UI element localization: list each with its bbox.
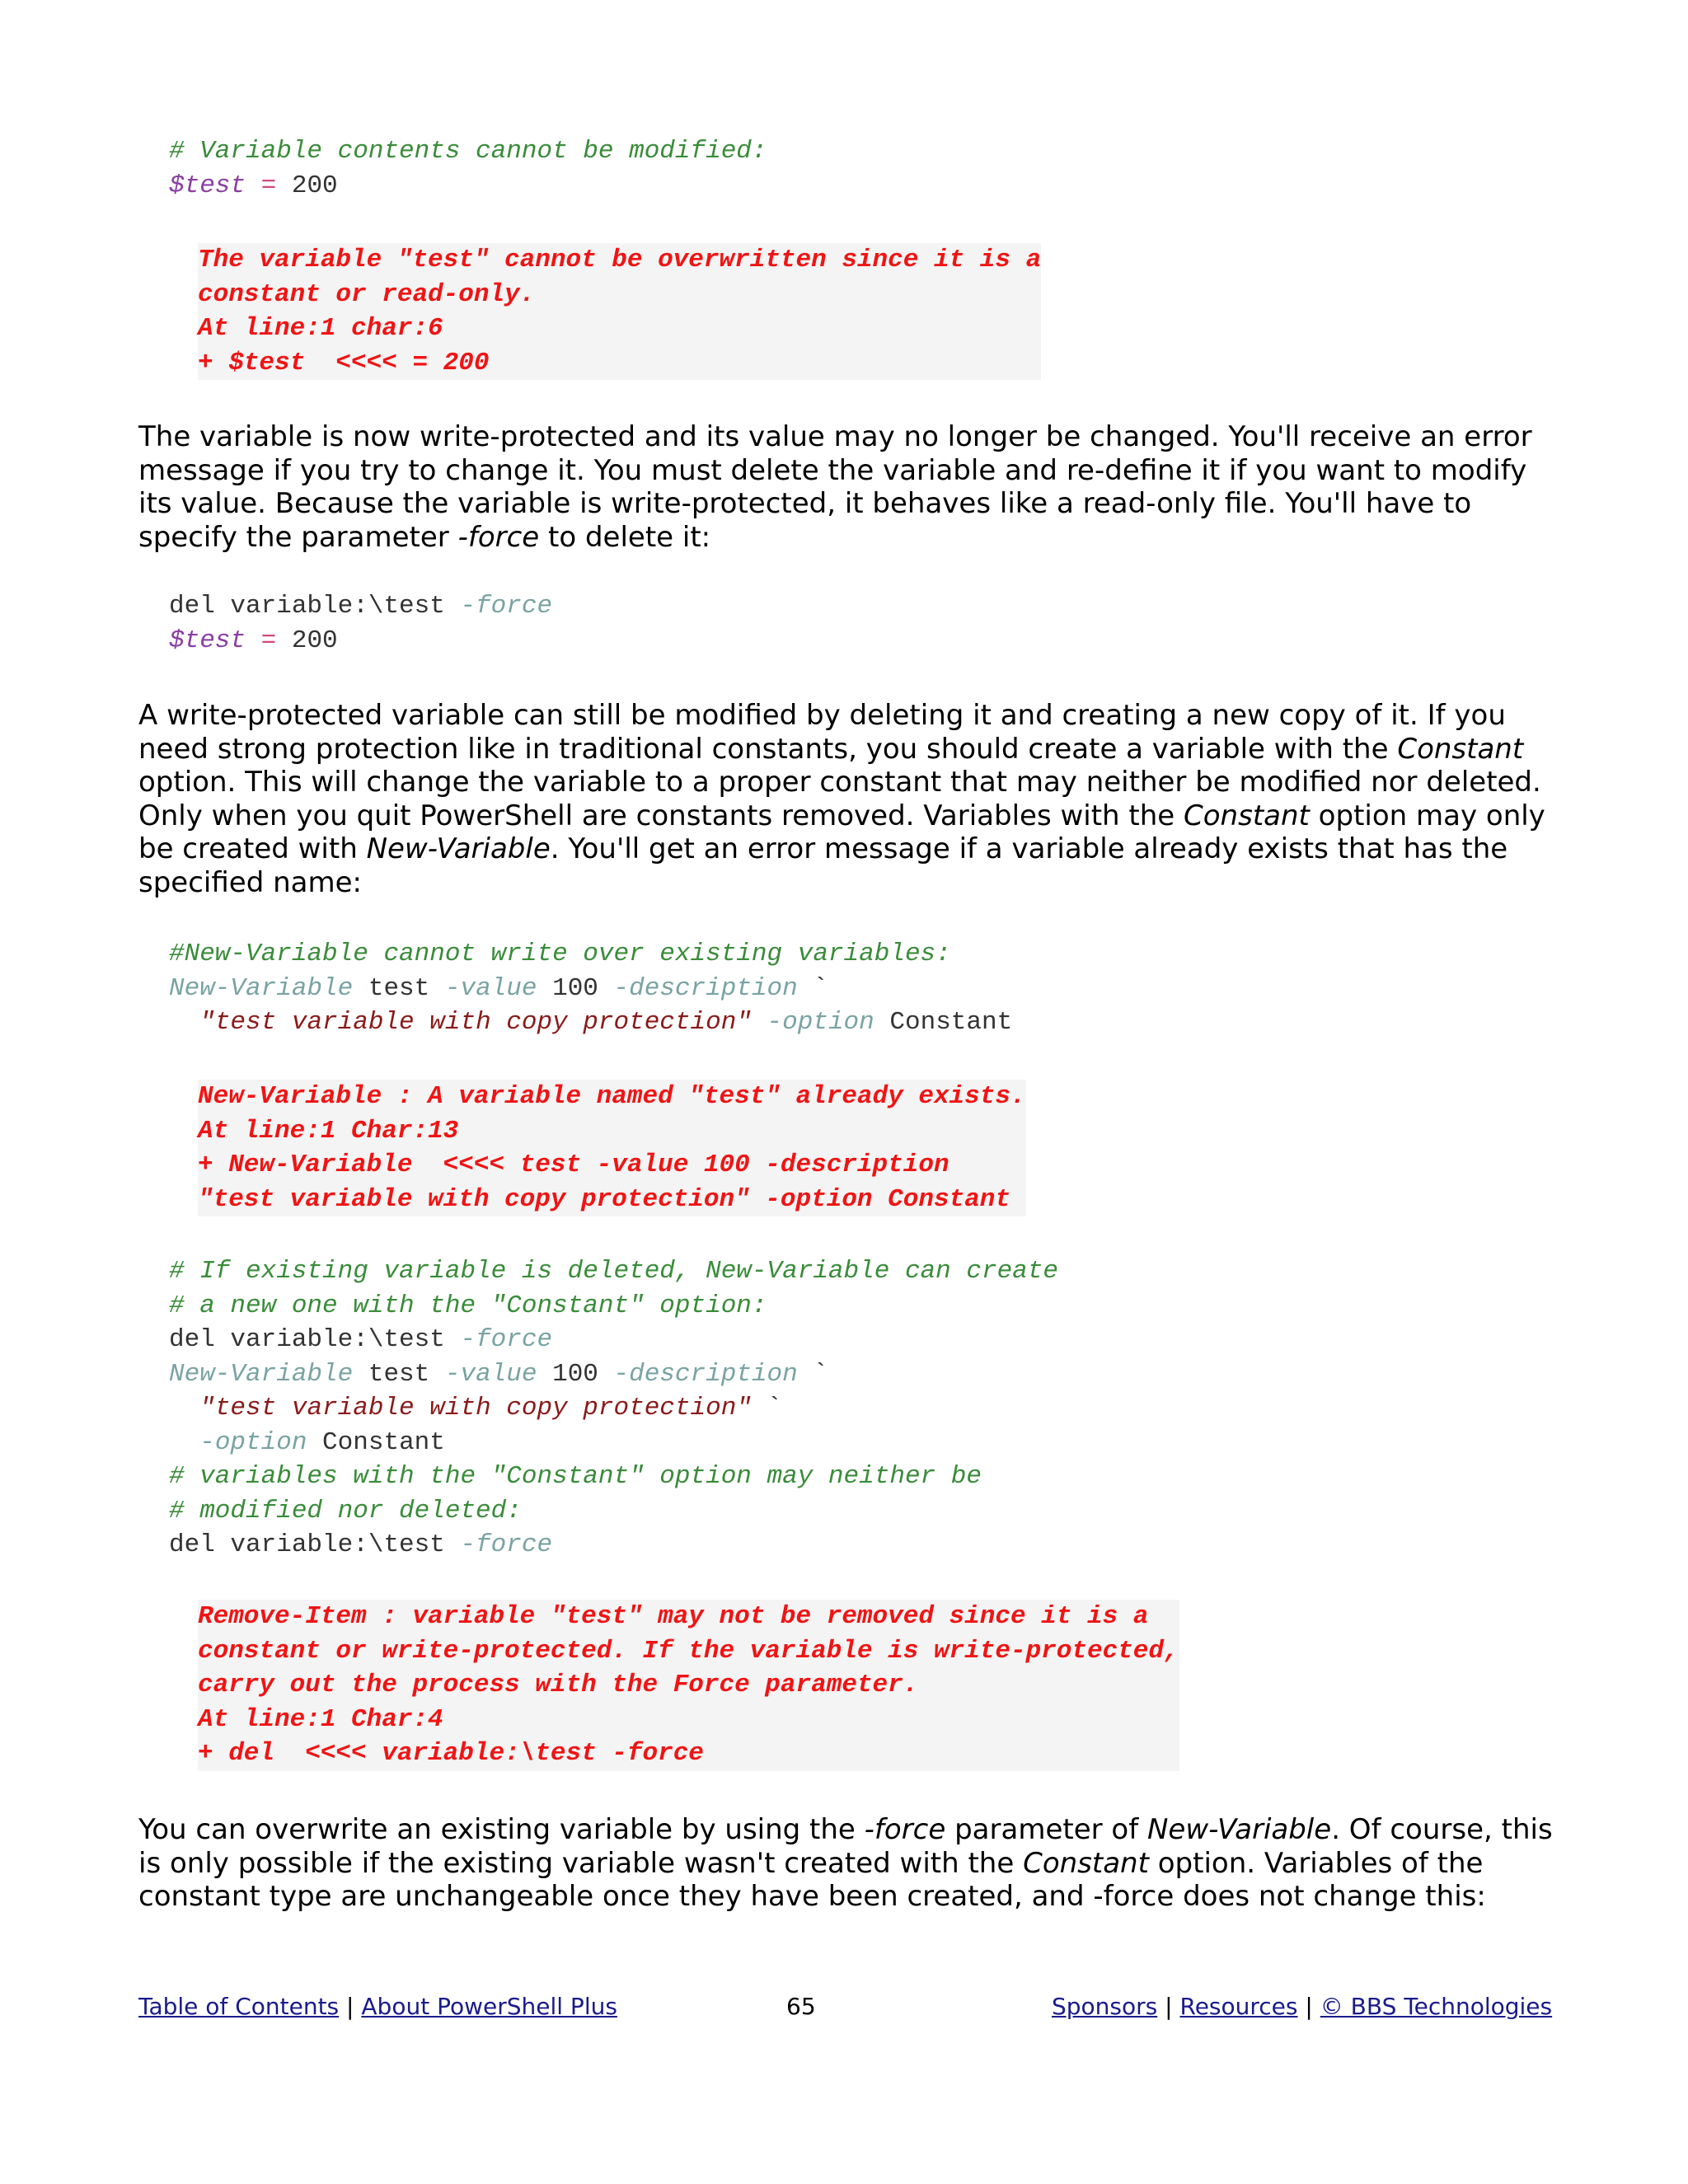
code-number: 100 [537,1359,614,1389]
page-number: 65 [786,1993,816,2020]
code-indent [169,1394,199,1422]
footer-right [1052,1993,1552,2020]
code-cmdlet: New-Variable [169,1359,354,1389]
code-parameter: -option [767,1008,874,1037]
paragraph-text: option. Variables of the constant type are unchangeable once they have been created, and -force does not change this: [138,1846,1486,1913]
paragraph-3 [138,1813,1556,1914]
paragraph-1 [138,420,1556,554]
error-line: "test variable with copy protection" -option Constant [198,1184,1010,1214]
code-comment: # Variable contents cannot be modified: [169,137,767,166]
error-output-3 [198,1600,1179,1771]
code-parameter: -force [460,1325,553,1354]
error-line: At line:1 char:6 [198,314,443,343]
code-block-4 [169,1254,1058,1563]
code-variable: $test [169,626,246,655]
code-line-continuation: ` [797,1359,828,1389]
code-cmdlet: New-Variable [169,973,354,1003]
code-parameter: -value [444,1359,537,1389]
paragraph-emphasis: -force [457,520,540,554]
code-comment: # modified nor deleted: [169,1496,522,1526]
paragraph-text: parameter of [945,1813,1147,1846]
error-line: + $test <<<< = 200 [198,348,490,377]
code-indent [169,1008,199,1037]
code-command: del variable:\test [169,592,461,621]
footer-left [138,1993,617,2020]
code-operator: = [260,626,277,655]
code-string: "test variable with copy protection" [199,1008,752,1037]
table-of-contents-link[interactable]: Table of Contents [138,1993,340,2020]
error-line: + New-Variable <<<< test -value 100 -description [198,1151,950,1179]
code-parameter: -force [460,1530,553,1559]
footer-separator: | [346,1993,354,2020]
code-block-3 [169,937,1012,1040]
code-number: 200 [291,626,338,655]
footer-separator: | [1165,1993,1173,2020]
code-comment: #New-Variable cannot write over existing variables: [169,940,951,968]
error-line: At line:1 Char:13 [198,1116,459,1146]
paragraph-text: option may only be created with [138,799,1545,865]
paragraph-text: You can overwrite an existing variable by using the [138,1813,865,1846]
paragraph-text: . Of course, this is only possible if the existing variable wasn't created with the [138,1813,1553,1880]
error-line: The variable "test" cannot be overwritten since it is a [198,246,1042,274]
code-parameter: -option [199,1427,307,1457]
code-command: del variable:\test [169,1325,461,1354]
code-command: del variable:\test [169,1530,461,1559]
paragraph-emphasis: Constant [1023,1846,1149,1880]
code-argument: test [353,973,445,1003]
error-line: constant or write-protected. If the variable is write-protected, [198,1636,1179,1666]
sponsors-link[interactable]: Sponsors [1052,1993,1158,2020]
error-line: New-Variable : A variable named "test" already exists. [198,1082,1026,1111]
paragraph-emphasis: New-Variable [366,832,551,865]
code-comment: # a new one with the "Constant" option: [169,1291,767,1320]
paragraph-text: A write-protected variable can still be modified by deleting it and creating a new copy of it. If you need strong protection like in traditional constants, you should create a variable with the [138,699,1506,766]
paragraph-text: to delete it: [539,520,711,554]
code-indent [169,1428,199,1457]
paragraph-text: option. This will change the variable to a proper constant that may neither be modified nor deleted. Only when you quit PowerShell are constants removed. Variables with the [138,766,1541,832]
error-line: + del <<<< variable:\test -force [198,1739,704,1768]
code-parameter: -value [444,973,537,1003]
paragraph-emphasis: Constant [1397,732,1524,766]
code-block-2 [169,589,552,658]
error-output-1 [198,243,1041,380]
paragraph-emphasis: New-Variable [1147,1813,1332,1846]
code-argument: Constant [874,1008,1013,1037]
code-string: "test variable with copy protection" [199,1394,752,1422]
paragraph-text: . You'll get an error message if a variable already exists that has the specified name: [138,832,1508,899]
code-operator: = [260,171,277,200]
code-block-1 [169,134,767,203]
code-argument: Constant [307,1427,445,1457]
code-line-continuation: ` [751,1394,783,1422]
code-parameter: -description [613,1359,798,1389]
error-line: Remove-Item : variable "test" may not be removed since it is a [198,1602,1149,1631]
code-number: 200 [291,171,338,200]
resources-link[interactable]: Resources [1179,1993,1298,2020]
paragraph-emphasis: Constant [1184,799,1310,832]
paragraph-text: The variable is now write-protected and its value may no longer be changed. You'll receive an error message if you try to change it. You must delete the variable and re-define it if you want to modify its value. Because the variable is write-protected, it behaves like a read-only file. You'll have to specify the parameter [138,420,1532,554]
code-variable: $test [169,171,246,200]
paragraph-emphasis: -force [864,1813,946,1846]
error-line: carry out the process with the Force parameter. [198,1671,919,1699]
code-number: 100 [537,973,614,1003]
paragraph-2 [138,699,1556,899]
code-parameter: -force [460,592,553,621]
error-line: constant or read-only. [198,279,536,309]
code-line-continuation: ` [797,973,828,1003]
code-comment: # If existing variable is deleted, New-Variable can create [169,1257,1058,1286]
code-comment: # variables with the "Constant" option may neither be [169,1462,982,1491]
copyright-link[interactable]: © BBS Technologies [1320,1993,1553,2020]
footer-separator: | [1305,1993,1313,2020]
code-argument: test [353,1359,445,1389]
error-line: At line:1 Char:4 [198,1704,443,1734]
code-parameter: -description [613,973,798,1003]
error-output-2 [198,1080,1026,1216]
about-powershell-plus-link[interactable]: About PowerShell Plus [361,1993,617,2020]
